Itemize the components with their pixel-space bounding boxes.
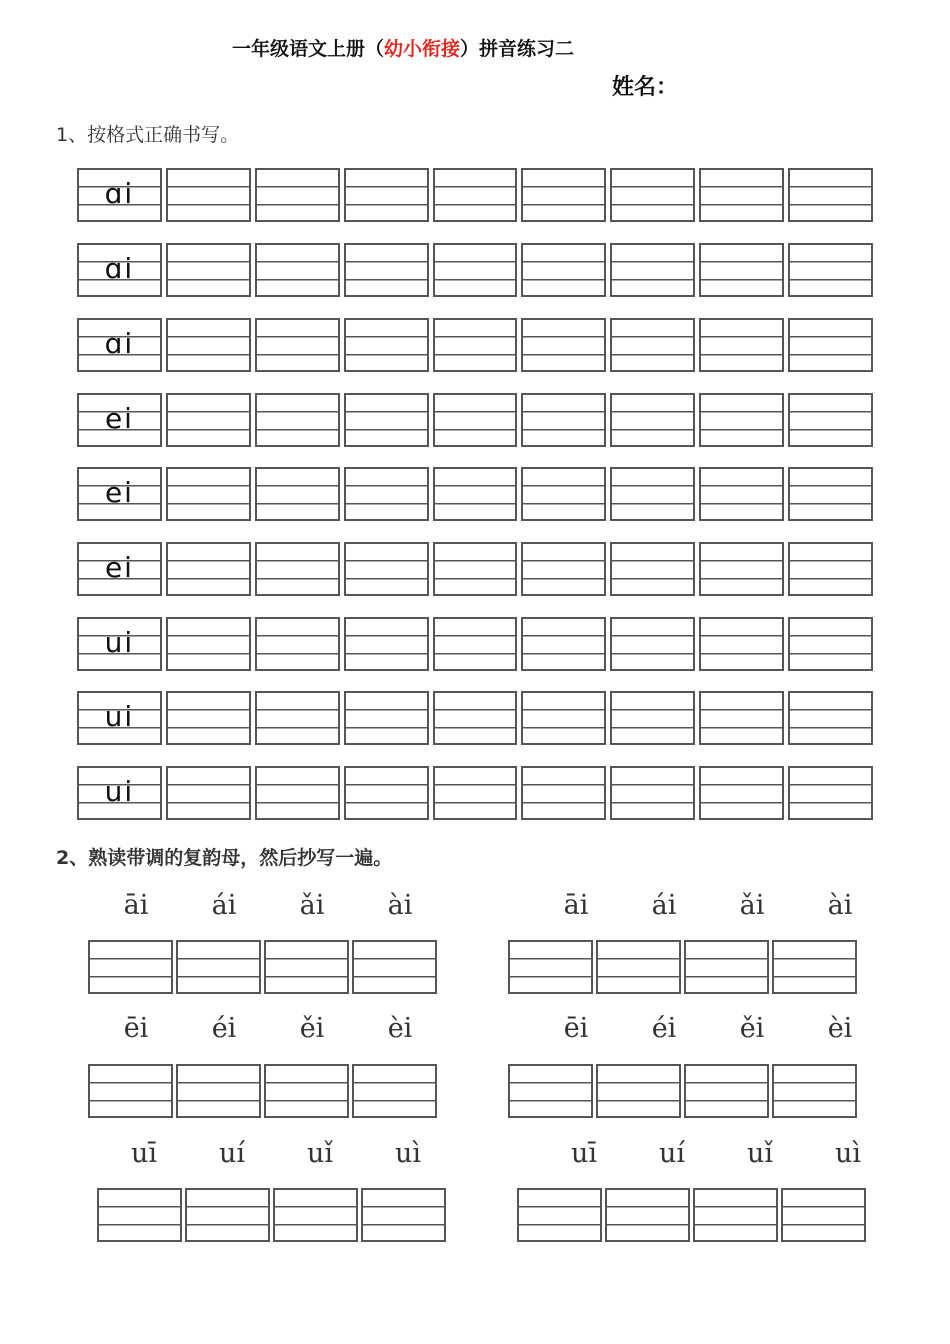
tone-pinyin-line — [532, 1013, 884, 1044]
title-suffix: ）拼音练习二 — [460, 38, 575, 60]
blank-writing-cell[interactable] — [693, 1188, 778, 1242]
title-prefix: 一年级语文上册（ — [232, 38, 385, 60]
blank-writing-cell[interactable] — [772, 1064, 857, 1118]
blank-writing-cell[interactable] — [255, 243, 340, 297]
blank-writing-cell[interactable] — [344, 467, 429, 521]
blank-writing-cell[interactable] — [610, 542, 695, 596]
title-highlight: 幼小衔接 — [384, 38, 461, 60]
blank-writing-cell[interactable] — [610, 168, 695, 222]
model-cell — [77, 243, 162, 297]
model-cell — [77, 691, 162, 745]
blank-writing-cell[interactable] — [255, 617, 340, 671]
blank-writing-cell[interactable] — [699, 542, 784, 596]
model-pinyin: ui — [104, 775, 135, 808]
blank-writing-cell[interactable] — [788, 691, 873, 745]
blank-writing-cell[interactable] — [521, 318, 606, 372]
blank-writing-cell[interactable] — [521, 617, 606, 671]
blank-writing-cell[interactable] — [699, 168, 784, 222]
blank-writing-cell[interactable] — [166, 766, 251, 820]
writing-row — [77, 617, 873, 671]
blank-writing-cell[interactable] — [699, 393, 784, 447]
blank-writing-cell[interactable] — [88, 940, 173, 994]
blank-writing-cell[interactable] — [610, 617, 695, 671]
blank-writing-cell[interactable] — [699, 467, 784, 521]
tone-pinyin: uí — [658, 1138, 686, 1169]
model-pinyin: ei — [104, 476, 134, 509]
model-pinyin: ɑi — [104, 177, 135, 210]
model-cell — [77, 467, 162, 521]
blank-writing-cell[interactable] — [433, 766, 518, 820]
tone-pinyin: ái — [651, 890, 677, 921]
blank-writing-cell[interactable] — [166, 168, 251, 222]
blank-writing-cell[interactable] — [166, 542, 251, 596]
tone-pinyin: uǐ — [306, 1138, 334, 1169]
tone-pinyin: uī — [570, 1138, 598, 1169]
tone-pinyin: èi — [387, 1013, 413, 1044]
tone-pinyin-line — [540, 1138, 892, 1169]
model-pinyin: ei — [104, 402, 134, 435]
model-pinyin: ɑi — [104, 327, 135, 360]
blank-writing-cell[interactable] — [521, 243, 606, 297]
blank-writing-cell[interactable] — [684, 1064, 769, 1118]
tone-pinyin: ǎi — [739, 890, 765, 921]
tone-pinyin: ěi — [299, 1013, 325, 1044]
tone-pinyin: éi — [651, 1013, 677, 1044]
blank-writing-cell[interactable] — [273, 1188, 358, 1242]
blank-writing-cell[interactable] — [433, 542, 518, 596]
blank-writing-cell[interactable] — [255, 467, 340, 521]
section-1-title: 1、按格式正确书写。 — [56, 124, 240, 146]
copy-writing-grid — [88, 1064, 440, 1118]
blank-writing-cell[interactable] — [788, 542, 873, 596]
blank-writing-cell[interactable] — [610, 393, 695, 447]
blank-writing-cell[interactable] — [605, 1188, 690, 1242]
blank-writing-cell[interactable] — [521, 168, 606, 222]
blank-writing-cell[interactable] — [166, 617, 251, 671]
tone-pinyin: uī — [130, 1138, 158, 1169]
copy-writing-grid — [517, 1188, 869, 1242]
blank-writing-cell[interactable] — [166, 467, 251, 521]
blank-writing-cell[interactable] — [610, 243, 695, 297]
tone-pinyin-line — [92, 890, 444, 921]
copy-writing-grid — [508, 1064, 860, 1118]
blank-writing-cell[interactable] — [361, 1188, 446, 1242]
blank-writing-cell[interactable] — [596, 940, 681, 994]
blank-writing-cell[interactable] — [788, 617, 873, 671]
blank-writing-cell[interactable] — [521, 766, 606, 820]
blank-writing-cell[interactable] — [344, 542, 429, 596]
tone-pinyin-line — [100, 1138, 452, 1169]
blank-writing-cell[interactable] — [166, 393, 251, 447]
writing-row — [77, 243, 873, 297]
blank-writing-cell[interactable] — [684, 940, 769, 994]
blank-writing-cell[interactable] — [788, 243, 873, 297]
copy-writing-grid — [508, 940, 860, 994]
writing-row — [77, 691, 873, 745]
blank-writing-cell[interactable] — [344, 617, 429, 671]
blank-writing-cell[interactable] — [344, 393, 429, 447]
blank-writing-cell[interactable] — [433, 617, 518, 671]
tone-pinyin-line — [92, 1013, 444, 1044]
blank-writing-cell[interactable] — [508, 1064, 593, 1118]
blank-writing-cell[interactable] — [176, 940, 261, 994]
writing-row — [77, 542, 873, 596]
blank-writing-cell[interactable] — [264, 940, 349, 994]
model-pinyin: ui — [104, 626, 135, 659]
blank-writing-cell[interactable] — [344, 691, 429, 745]
tone-pinyin: ěi — [739, 1013, 765, 1044]
blank-writing-cell[interactable] — [97, 1188, 182, 1242]
blank-writing-cell[interactable] — [788, 766, 873, 820]
name-label: 姓名： — [612, 75, 679, 100]
model-cell — [77, 766, 162, 820]
blank-writing-cell[interactable] — [185, 1188, 270, 1242]
blank-writing-cell[interactable] — [255, 542, 340, 596]
blank-writing-cell[interactable] — [610, 766, 695, 820]
blank-writing-cell[interactable] — [788, 393, 873, 447]
tone-pinyin: uǐ — [746, 1138, 774, 1169]
blank-writing-cell[interactable] — [788, 467, 873, 521]
blank-writing-cell[interactable] — [699, 318, 784, 372]
blank-writing-cell[interactable] — [344, 766, 429, 820]
page-title — [232, 34, 574, 61]
blank-writing-cell[interactable] — [88, 1064, 173, 1118]
writing-row — [77, 766, 873, 820]
blank-writing-cell[interactable] — [788, 168, 873, 222]
blank-writing-cell[interactable] — [433, 318, 518, 372]
blank-writing-cell[interactable] — [433, 691, 518, 745]
blank-writing-cell[interactable] — [255, 168, 340, 222]
blank-writing-cell[interactable] — [176, 1064, 261, 1118]
blank-writing-cell[interactable] — [610, 691, 695, 745]
tone-pinyin-line — [532, 890, 884, 921]
blank-writing-cell[interactable] — [788, 318, 873, 372]
blank-writing-cell[interactable] — [255, 766, 340, 820]
tone-pinyin: ái — [211, 890, 237, 921]
blank-writing-cell[interactable] — [433, 467, 518, 521]
blank-writing-cell[interactable] — [521, 393, 606, 447]
writing-row — [77, 393, 873, 447]
copy-writing-grid — [88, 940, 440, 994]
blank-writing-cell[interactable] — [772, 940, 857, 994]
blank-writing-cell[interactable] — [166, 243, 251, 297]
section-2-title: 2、熟读带调的复韵母，然后抄写一遍。 — [56, 847, 393, 869]
tone-pinyin: ēi — [123, 1013, 149, 1044]
tone-pinyin: èi — [827, 1013, 853, 1044]
blank-writing-cell[interactable] — [352, 940, 437, 994]
blank-writing-cell[interactable] — [433, 243, 518, 297]
blank-writing-cell[interactable] — [264, 1064, 349, 1118]
blank-writing-cell[interactable] — [521, 691, 606, 745]
blank-writing-cell[interactable] — [255, 393, 340, 447]
blank-writing-cell[interactable] — [352, 1064, 437, 1118]
tone-pinyin: uí — [218, 1138, 246, 1169]
model-cell — [77, 318, 162, 372]
model-cell — [77, 617, 162, 671]
blank-writing-cell[interactable] — [610, 467, 695, 521]
blank-writing-cell[interactable] — [521, 467, 606, 521]
tone-pinyin: ǎi — [299, 890, 325, 921]
blank-writing-cell[interactable] — [255, 691, 340, 745]
tone-pinyin: ài — [387, 890, 413, 921]
blank-writing-cell[interactable] — [610, 318, 695, 372]
model-pinyin: ei — [104, 551, 134, 584]
blank-writing-cell[interactable] — [344, 318, 429, 372]
tone-pinyin: ēi — [563, 1013, 589, 1044]
blank-writing-cell[interactable] — [508, 940, 593, 994]
copy-writing-grid — [97, 1188, 449, 1242]
blank-writing-cell[interactable] — [433, 168, 518, 222]
blank-writing-cell[interactable] — [699, 243, 784, 297]
blank-writing-cell[interactable] — [344, 168, 429, 222]
tone-pinyin: āi — [563, 890, 589, 921]
blank-writing-cell[interactable] — [699, 766, 784, 820]
blank-writing-cell[interactable] — [521, 542, 606, 596]
blank-writing-cell[interactable] — [433, 393, 518, 447]
model-pinyin: ɑi — [104, 252, 135, 285]
blank-writing-cell[interactable] — [781, 1188, 866, 1242]
model-pinyin: ui — [104, 700, 135, 733]
model-cell — [77, 168, 162, 222]
blank-writing-cell[interactable] — [166, 318, 251, 372]
tone-pinyin: uì — [394, 1138, 422, 1169]
tone-pinyin: ài — [827, 890, 853, 921]
writing-row — [77, 318, 873, 372]
blank-writing-cell[interactable] — [517, 1188, 602, 1242]
blank-writing-cell[interactable] — [255, 318, 340, 372]
blank-writing-cell[interactable] — [699, 617, 784, 671]
blank-writing-cell[interactable] — [596, 1064, 681, 1118]
tone-pinyin: éi — [211, 1013, 237, 1044]
blank-writing-cell[interactable] — [344, 243, 429, 297]
blank-writing-cell[interactable] — [166, 691, 251, 745]
writing-row — [77, 168, 873, 222]
writing-row — [77, 467, 873, 521]
blank-writing-cell[interactable] — [699, 691, 784, 745]
model-cell — [77, 393, 162, 447]
tone-pinyin: uì — [834, 1138, 862, 1169]
tone-pinyin: āi — [123, 890, 149, 921]
model-cell — [77, 542, 162, 596]
